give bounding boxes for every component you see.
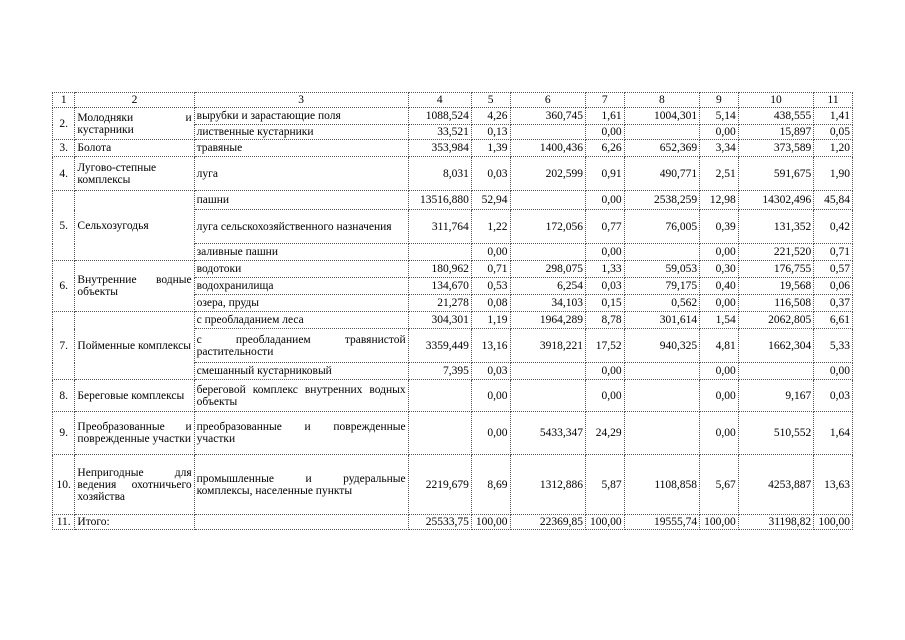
row-number: 9. <box>53 412 75 455</box>
value-cell: 2219,679 <box>408 455 471 515</box>
value-cell: 1,64 <box>814 412 853 455</box>
subcategory-name: береговой комплекс внутренних водных объекты <box>194 380 408 412</box>
table-row <box>53 157 853 191</box>
total-value: 100,00 <box>585 515 624 530</box>
value-cell: 0,71 <box>814 244 853 261</box>
header-cell: 11 <box>814 93 853 108</box>
value-cell: 0,03 <box>471 363 510 380</box>
value-cell: 4,81 <box>700 329 739 363</box>
empty-cell <box>194 515 408 530</box>
subcategory-name: смешанный кустарниковый <box>194 363 408 380</box>
value-cell: 9,167 <box>738 380 813 412</box>
value-cell: 2538,259 <box>624 191 699 210</box>
value-cell <box>510 244 585 261</box>
row-number: 10. <box>53 455 75 515</box>
value-cell: 652,369 <box>624 140 699 157</box>
value-cell: 3,34 <box>700 140 739 157</box>
value-cell <box>624 125 699 140</box>
total-value: 100,00 <box>471 515 510 530</box>
value-cell: 12,98 <box>700 191 739 210</box>
value-cell: 0,00 <box>700 363 739 380</box>
value-cell: 304,301 <box>408 312 471 329</box>
subcategory-name: луга <box>194 157 408 191</box>
value-cell: 8,78 <box>585 312 624 329</box>
category-name: Преобразованные и поврежденные участки <box>75 412 194 455</box>
subcategory-name: пашни <box>194 191 408 210</box>
value-cell <box>408 412 471 455</box>
value-cell: 0,71 <box>471 261 510 278</box>
value-cell: 0,39 <box>700 210 739 244</box>
value-cell: 5,67 <box>700 455 739 515</box>
subcategory-name: водохранилища <box>194 278 408 295</box>
value-cell <box>624 412 699 455</box>
value-cell: 0,00 <box>585 363 624 380</box>
value-cell: 360,745 <box>510 108 585 125</box>
table-body <box>53 93 853 530</box>
value-cell: 0,00 <box>471 244 510 261</box>
value-cell: 0,15 <box>585 295 624 312</box>
value-cell: 13,63 <box>814 455 853 515</box>
total-value: 22369,85 <box>510 515 585 530</box>
value-cell: 172,056 <box>510 210 585 244</box>
value-cell: 8,031 <box>408 157 471 191</box>
value-cell: 438,555 <box>738 108 813 125</box>
value-cell <box>408 380 471 412</box>
value-cell: 1,19 <box>471 312 510 329</box>
category-name: Молодняки и кустарники <box>75 108 194 140</box>
total-value: 19555,74 <box>624 515 699 530</box>
table-row <box>53 380 853 412</box>
header-cell: 4 <box>408 93 471 108</box>
subcategory-name: водотоки <box>194 261 408 278</box>
total-value: 31198,82 <box>738 515 813 530</box>
value-cell <box>510 363 585 380</box>
value-cell: 13,16 <box>471 329 510 363</box>
value-cell: 0,00 <box>471 412 510 455</box>
value-cell: 202,599 <box>510 157 585 191</box>
value-cell: 2062,805 <box>738 312 813 329</box>
row-number: 7. <box>53 312 75 380</box>
value-cell: 1,61 <box>585 108 624 125</box>
value-cell <box>510 380 585 412</box>
value-cell: 3359,449 <box>408 329 471 363</box>
header-cell: 5 <box>471 93 510 108</box>
value-cell: 1312,886 <box>510 455 585 515</box>
land-category-table <box>52 92 853 530</box>
value-cell: 0,42 <box>814 210 853 244</box>
row-number: 5. <box>53 191 75 261</box>
value-cell: 0,53 <box>471 278 510 295</box>
value-cell: 24,29 <box>585 412 624 455</box>
value-cell: 6,254 <box>510 278 585 295</box>
subcategory-name: лиственные кустарники <box>194 125 408 140</box>
value-cell: 34,103 <box>510 295 585 312</box>
value-cell <box>624 244 699 261</box>
value-cell: 591,675 <box>738 157 813 191</box>
total-value: 100,00 <box>814 515 853 530</box>
header-cell: 6 <box>510 93 585 108</box>
category-name: Внутренние водные объекты <box>75 261 194 312</box>
value-cell: 1108,858 <box>624 455 699 515</box>
value-cell: 0,00 <box>814 363 853 380</box>
value-cell: 510,552 <box>738 412 813 455</box>
value-cell: 353,984 <box>408 140 471 157</box>
value-cell: 1,33 <box>585 261 624 278</box>
value-cell: 0,00 <box>700 295 739 312</box>
header-row <box>53 93 853 108</box>
value-cell: 1,54 <box>700 312 739 329</box>
value-cell: 0,00 <box>700 380 739 412</box>
category-name: Береговые комплексы <box>75 380 194 412</box>
value-cell: 298,075 <box>510 261 585 278</box>
value-cell: 1964,289 <box>510 312 585 329</box>
header-cell: 1 <box>53 93 75 108</box>
subcategory-name: промышленные и рудеральные комплексы, населенные пункты <box>194 455 408 515</box>
value-cell: 4253,887 <box>738 455 813 515</box>
value-cell: 5,33 <box>814 329 853 363</box>
subcategory-name: с преобладанием леса <box>194 312 408 329</box>
subcategory-name: преобразованные и поврежденные участки <box>194 412 408 455</box>
total-value: 100,00 <box>700 515 739 530</box>
row-number: 3. <box>53 140 75 157</box>
value-cell <box>408 244 471 261</box>
value-cell: 1662,304 <box>738 329 813 363</box>
value-cell: 0,40 <box>700 278 739 295</box>
value-cell <box>624 380 699 412</box>
value-cell: 0,562 <box>624 295 699 312</box>
value-cell: 180,962 <box>408 261 471 278</box>
subcategory-name: вырубки и зарастающие поля <box>194 108 408 125</box>
table-row <box>53 108 853 125</box>
subcategory-name: заливные пашни <box>194 244 408 261</box>
value-cell: 0,06 <box>814 278 853 295</box>
value-cell: 1,90 <box>814 157 853 191</box>
value-cell: 15,897 <box>738 125 813 140</box>
value-cell: 134,670 <box>408 278 471 295</box>
value-cell: 19,568 <box>738 278 813 295</box>
subcategory-name: озера, пруды <box>194 295 408 312</box>
table-row <box>53 455 853 515</box>
row-number: 6. <box>53 261 75 312</box>
value-cell: 52,94 <box>471 191 510 210</box>
total-label: Итого: <box>75 515 194 530</box>
value-cell: 0,05 <box>814 125 853 140</box>
value-cell: 79,175 <box>624 278 699 295</box>
value-cell: 0,13 <box>471 125 510 140</box>
value-cell: 0,00 <box>585 380 624 412</box>
value-cell: 0,57 <box>814 261 853 278</box>
header-cell: 10 <box>738 93 813 108</box>
value-cell: 45,84 <box>814 191 853 210</box>
value-cell: 6,26 <box>585 140 624 157</box>
row-number: 4. <box>53 157 75 191</box>
value-cell <box>738 363 813 380</box>
value-cell: 4,26 <box>471 108 510 125</box>
value-cell: 1,39 <box>471 140 510 157</box>
subcategory-name: с преобладанием травянистой растительности <box>194 329 408 363</box>
value-cell: 5,14 <box>700 108 739 125</box>
value-cell: 59,053 <box>624 261 699 278</box>
value-cell: 373,589 <box>738 140 813 157</box>
header-cell: 7 <box>585 93 624 108</box>
value-cell: 940,325 <box>624 329 699 363</box>
header-cell: 3 <box>194 93 408 108</box>
value-cell: 0,00 <box>585 191 624 210</box>
value-cell: 0,00 <box>700 412 739 455</box>
value-cell: 0,03 <box>585 278 624 295</box>
category-name: Пойменные комплексы <box>75 312 194 380</box>
table-row <box>53 140 853 157</box>
category-name: Болота <box>75 140 194 157</box>
value-cell: 301,614 <box>624 312 699 329</box>
value-cell: 7,395 <box>408 363 471 380</box>
value-cell <box>624 363 699 380</box>
table-row <box>53 312 853 329</box>
table-row <box>53 191 853 210</box>
value-cell: 76,005 <box>624 210 699 244</box>
value-cell: 1088,524 <box>408 108 471 125</box>
value-cell: 221,520 <box>738 244 813 261</box>
value-cell: 21,278 <box>408 295 471 312</box>
category-name: Сельхозугодья <box>75 191 194 261</box>
value-cell: 17,52 <box>585 329 624 363</box>
value-cell: 131,352 <box>738 210 813 244</box>
value-cell: 5,87 <box>585 455 624 515</box>
value-cell: 0,37 <box>814 295 853 312</box>
value-cell: 116,508 <box>738 295 813 312</box>
value-cell: 5433,347 <box>510 412 585 455</box>
value-cell: 13516,880 <box>408 191 471 210</box>
row-number: 11. <box>53 515 75 530</box>
value-cell: 0,00 <box>700 244 739 261</box>
subcategory-name: луга сельскохозяйственного назначения <box>194 210 408 244</box>
value-cell: 490,771 <box>624 157 699 191</box>
value-cell: 1,41 <box>814 108 853 125</box>
value-cell: 0,91 <box>585 157 624 191</box>
row-number: 2. <box>53 108 75 140</box>
total-value: 25533,75 <box>408 515 471 530</box>
value-cell: 0,08 <box>471 295 510 312</box>
header-cell: 8 <box>624 93 699 108</box>
value-cell: 176,755 <box>738 261 813 278</box>
value-cell: 0,03 <box>471 157 510 191</box>
value-cell: 0,00 <box>585 244 624 261</box>
total-row <box>53 515 853 530</box>
value-cell: 8,69 <box>471 455 510 515</box>
value-cell: 3918,221 <box>510 329 585 363</box>
value-cell: 1004,301 <box>624 108 699 125</box>
header-cell: 2 <box>75 93 194 108</box>
row-number: 8. <box>53 380 75 412</box>
value-cell: 0,00 <box>471 380 510 412</box>
value-cell: 0,30 <box>700 261 739 278</box>
table-row <box>53 261 853 278</box>
value-cell <box>510 125 585 140</box>
value-cell: 33,521 <box>408 125 471 140</box>
subcategory-name: травяные <box>194 140 408 157</box>
category-name: Непригодные для ведения охотничьего хозяйства <box>75 455 194 515</box>
value-cell: 6,61 <box>814 312 853 329</box>
category-name: Лугово-степные комплексы <box>75 157 194 191</box>
value-cell <box>510 191 585 210</box>
value-cell: 0,03 <box>814 380 853 412</box>
table-row <box>53 412 853 455</box>
value-cell: 1,22 <box>471 210 510 244</box>
value-cell: 2,51 <box>700 157 739 191</box>
value-cell: 0,00 <box>585 125 624 140</box>
value-cell: 1400,436 <box>510 140 585 157</box>
value-cell: 14302,496 <box>738 191 813 210</box>
value-cell: 0,77 <box>585 210 624 244</box>
value-cell: 0,00 <box>700 125 739 140</box>
value-cell: 311,764 <box>408 210 471 244</box>
value-cell: 1,20 <box>814 140 853 157</box>
header-cell: 9 <box>700 93 739 108</box>
